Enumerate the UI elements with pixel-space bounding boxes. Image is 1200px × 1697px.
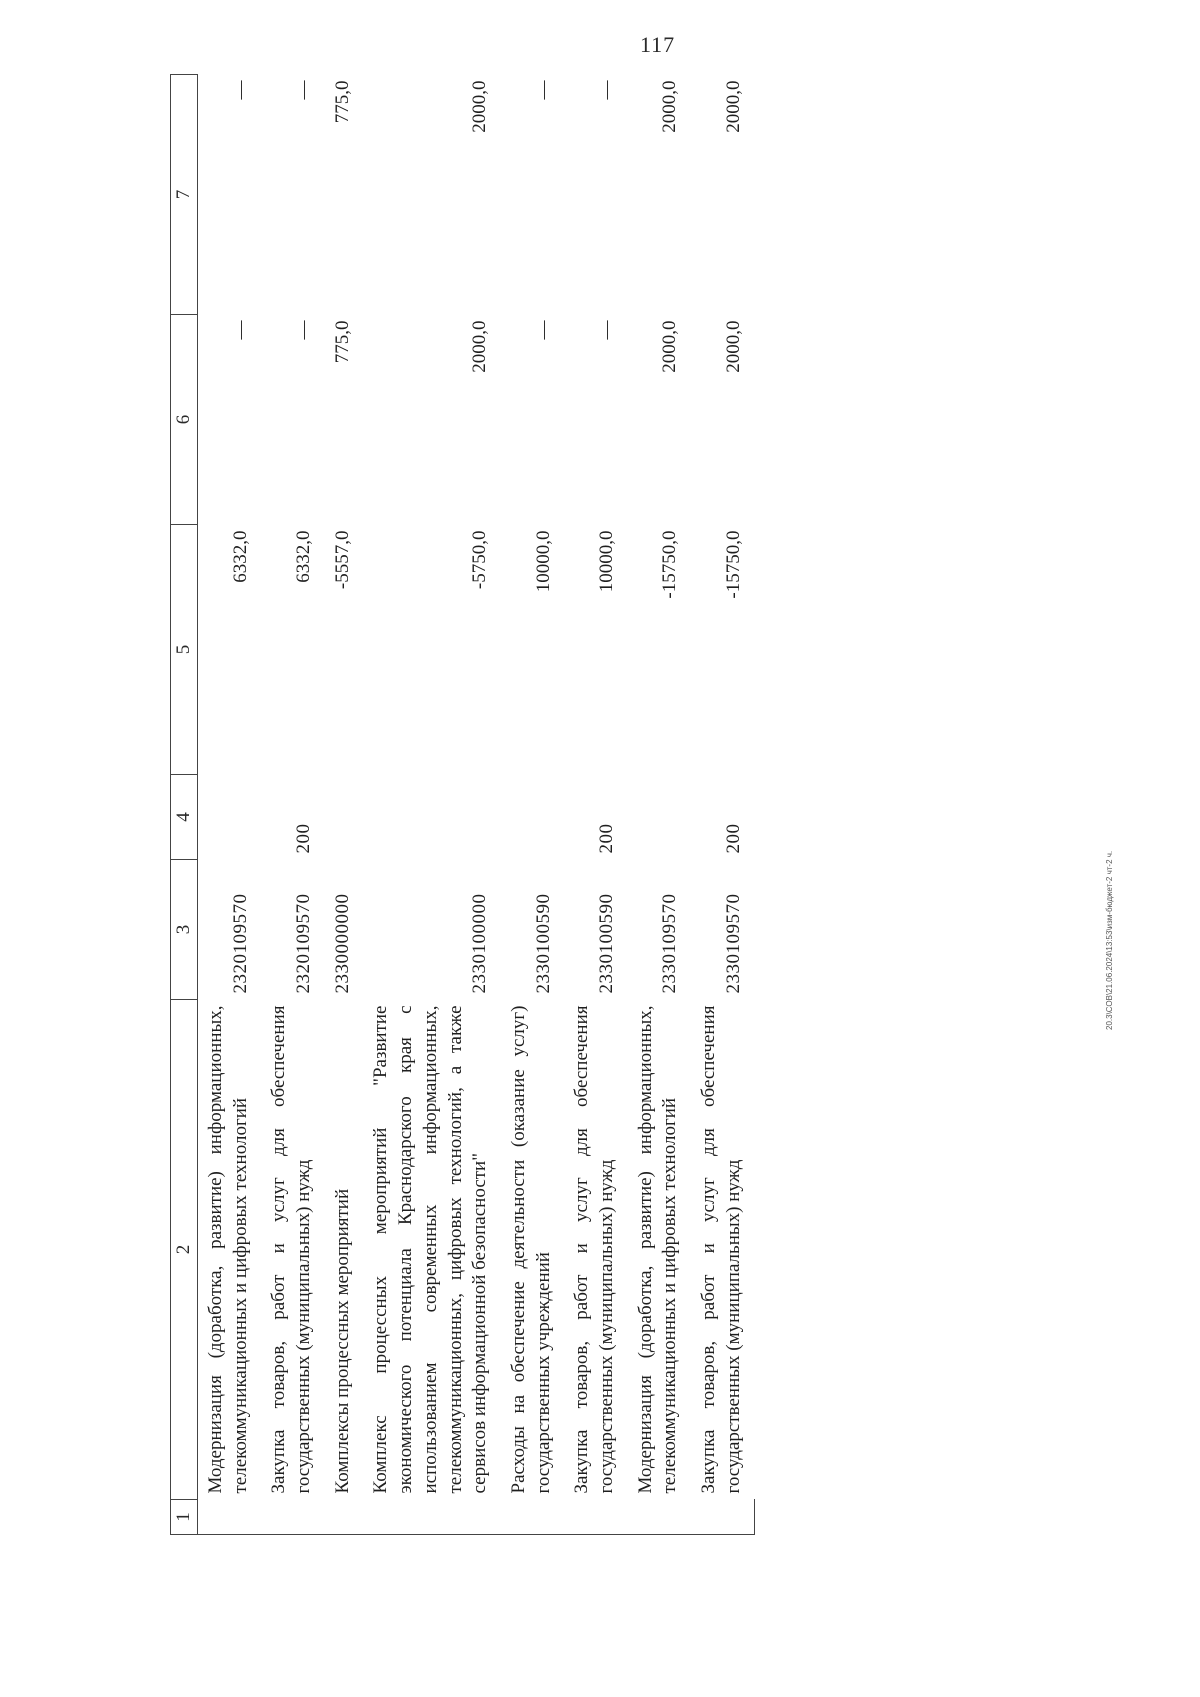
- row-value5-cell: 10000,0: [532, 530, 554, 593]
- row-value7-cell: 775,0: [331, 80, 353, 124]
- row-number-cell: [501, 1500, 564, 1535]
- page-number: 117: [640, 32, 676, 57]
- row-code-cell: 2320109570: [229, 893, 251, 994]
- row-code-cell: 2320109570: [293, 893, 315, 994]
- row-kvr-cell: 200: [293, 823, 315, 854]
- table-row: [198, 75, 262, 1535]
- row-value5-cell: -15750,0: [659, 530, 681, 599]
- row-code-cell: 2330100590: [595, 893, 617, 994]
- column-header-3: 3: [171, 860, 198, 1000]
- row-kvr-cell: 200: [595, 823, 617, 854]
- row-code-cell: 2330109570: [659, 893, 681, 994]
- row-value6-cell: —: [595, 320, 617, 340]
- column-header-7: 7: [171, 75, 198, 315]
- column-header-4: 4: [171, 775, 198, 860]
- table-row: [261, 75, 324, 1535]
- row-number-cell: [363, 1500, 500, 1535]
- column-header-5: 5: [171, 525, 198, 775]
- table-row: [564, 75, 627, 1535]
- row-code-cell: 2330100590: [532, 893, 554, 994]
- rotated-table-container: [170, 75, 1050, 1535]
- table-row: [628, 75, 691, 1535]
- budget-table: [170, 74, 755, 1535]
- table-row: [501, 75, 564, 1535]
- row-kvr-cell: [198, 775, 262, 860]
- header-row: [171, 75, 198, 1535]
- row-code-cell: 2330000000: [331, 893, 353, 994]
- row-value7-cell: 2000,0: [469, 80, 491, 133]
- row-value6-cell: —: [532, 320, 554, 340]
- row-value5-cell: -5557,0: [331, 530, 353, 590]
- row-name-cell: Закупка товаров, работ и услуг для обеспечения государственных (муниципальных) нужд: [571, 1005, 617, 1494]
- column-header-1: 1: [171, 1500, 198, 1535]
- row-value6-cell: 2000,0: [659, 320, 681, 373]
- table-body: [198, 75, 755, 1535]
- table-row: [363, 75, 500, 1535]
- row-number-cell: [691, 1500, 754, 1535]
- row-kvr-cell: [628, 775, 691, 860]
- row-number-cell: [261, 1500, 324, 1535]
- column-header-2: 2: [171, 1000, 198, 1500]
- table-row: [691, 75, 754, 1535]
- row-code-cell: 2330100000: [469, 893, 491, 994]
- row-code-cell: 2330109570: [722, 893, 744, 994]
- row-value6-cell: 2000,0: [469, 320, 491, 373]
- row-name-cell: Комплексы процессных мероприятий: [331, 1188, 353, 1494]
- row-number-cell: [198, 1500, 262, 1535]
- row-value7-cell: 2000,0: [659, 80, 681, 133]
- row-value7-cell: —: [595, 80, 617, 100]
- row-value5-cell: 10000,0: [595, 530, 617, 593]
- row-kvr-cell: 200: [722, 823, 744, 854]
- row-number-cell: [628, 1500, 691, 1535]
- row-kvr-cell: [501, 775, 564, 860]
- table-row: [325, 75, 364, 1535]
- row-value7-cell: —: [229, 80, 251, 100]
- row-kvr-cell: [325, 775, 364, 860]
- row-name-cell: Комплекс процессных мероприятий "Развитие экономического потенциала Краснодарского края с использованием современных информационных, телекоммуникационных, цифровых технологий, а также сервисов информационной безопасности": [370, 1005, 491, 1494]
- row-value6-cell: 2000,0: [722, 320, 744, 373]
- footer-stamp: 20.3\СОВ\21.06.2024\13:53\изм-бюджет-2 чт-2 ч.: [1105, 850, 1114, 1030]
- row-name-cell: Модернизация (доработка, развитие) информационных, телекоммуникационных и цифровых технологий: [634, 1005, 681, 1494]
- row-value7-cell: —: [293, 80, 315, 100]
- row-value6-cell: —: [229, 320, 251, 340]
- row-value6-cell: —: [293, 320, 315, 340]
- row-value7-cell: 2000,0: [722, 80, 744, 133]
- row-value7-cell: —: [532, 80, 554, 100]
- column-header-6: 6: [171, 315, 198, 525]
- row-kvr-cell: [363, 775, 500, 860]
- row-number-cell: [325, 1500, 364, 1535]
- row-value5-cell: -15750,0: [722, 530, 744, 599]
- row-value6-cell: 775,0: [331, 320, 353, 364]
- row-name-cell: Закупка товаров, работ и услуг для обеспечения государственных (муниципальных) нужд: [268, 1005, 315, 1494]
- row-value5-cell: 6332,0: [293, 530, 315, 583]
- row-value5-cell: 6332,0: [229, 530, 251, 583]
- row-name-cell: Закупка товаров, работ и услуг для обеспечения государственных (муниципальных) нужд: [698, 1005, 744, 1494]
- row-name-cell: Расходы на обеспечение деятельности (оказание услуг) государственных учреждений: [507, 1005, 554, 1494]
- row-name-cell: Модернизация (доработка, развитие) информационных, телекоммуникационных и цифровых технологий: [205, 1005, 251, 1494]
- row-value5-cell: -5750,0: [469, 530, 491, 590]
- row-number-cell: [564, 1500, 627, 1535]
